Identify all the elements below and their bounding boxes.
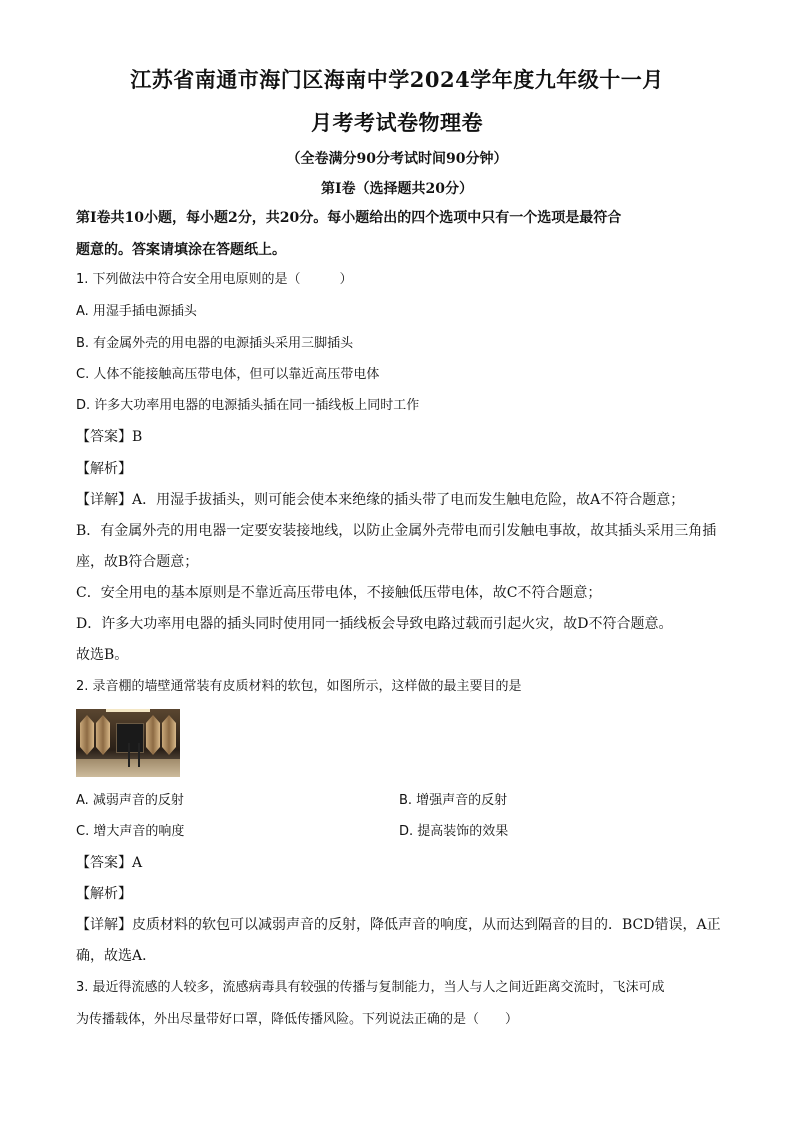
q1-detail-line: 故选B。 xyxy=(76,647,129,663)
q1-detail-line: B．有金属外壳的用电器一定要安装接地线，以防止金属外壳带电而引发触电事故，故其插头采用三角插 xyxy=(76,523,717,539)
q2-answer: 【答案】A xyxy=(76,855,143,871)
q1-analysis-label: 【解析】 xyxy=(76,461,132,477)
q1-detail-line: C．安全用电的基本原则是不靠近高压带电体，不接触低压带电体，故C不符合题意； xyxy=(76,585,602,601)
q1-detail-line: 座，故B符合题意； xyxy=(76,554,199,570)
q2-option-b: B. 增强声音的反射 xyxy=(399,793,508,808)
q1-detail-line: 【详解】A．用湿手拔插头，则可能会使本来绝缘的插头带了电而发生触电危险，故A不符合题意； xyxy=(76,492,685,508)
recording-studio-photo xyxy=(76,709,180,777)
section-title: 第Ⅰ卷（选择题共20分） xyxy=(320,181,474,197)
q2-option-a: A. 减弱声音的反射 xyxy=(76,793,184,808)
exam-info: （全卷满分90分考试时间90分钟） xyxy=(286,151,508,167)
q1-option-a: A. 用湿手插电源插头 xyxy=(76,304,197,319)
q1-answer: 【答案】B xyxy=(76,429,143,445)
q1-detail-line: D．许多大功率用电器的插头同时使用同一插线板会导致电路过载而引起火灾，故D不符合题意。 xyxy=(76,616,673,632)
q2-option-d: D. 提高装饰的效果 xyxy=(399,824,509,839)
q3-stem-line2: 为传播载体，外出尽量带好口罩，降低传播风险。下列说法正确的是（ ） xyxy=(76,1012,519,1027)
q2-option-c: C. 增大声音的响度 xyxy=(76,824,185,839)
instructions-line2: 题意的。答案请填涂在答题纸上。 xyxy=(76,242,286,258)
q2-detail-line: 【详解】皮质材料的软包可以减弱声音的反射，降低声音的响度，从而达到隔音的目的．BCD错误，A正 xyxy=(76,917,721,933)
q3-stem-line1: 3. 最近得流感的人较多，流感病毒具有较强的传播与复制能力，当人与人之间近距离交流时，飞沫可成 xyxy=(76,980,665,995)
exam-title-line2: 月考考试卷物理卷 xyxy=(311,110,483,135)
q2-analysis-label: 【解析】 xyxy=(76,886,132,902)
q1-option-c: C. 人体不能接触高压带电体，但可以靠近高压带电体 xyxy=(76,367,380,382)
q1-stem: 1. 下列做法中符合安全用电原则的是（ ） xyxy=(76,272,353,287)
q2-detail-line: 确，故选A． xyxy=(76,948,157,964)
q1-option-d: D. 许多大功率用电器的电源插头插在同一插线板上同时工作 xyxy=(76,398,420,413)
exam-title-line1: 江苏省南通市海门区海南中学2024学年度九年级十一月 xyxy=(130,67,664,92)
q1-option-b: B. 有金属外壳的用电器的电源插头采用三脚插头 xyxy=(76,336,354,351)
instructions-line1: 第Ⅰ卷共10小题，每小题2分，共20分。每小题给出的四个选项中只有一个选项是最符合 xyxy=(76,210,622,226)
q2-stem: 2. 录音棚的墙壁通常装有皮质材料的软包，如图所示，这样做的最主要目的是 xyxy=(76,679,522,694)
